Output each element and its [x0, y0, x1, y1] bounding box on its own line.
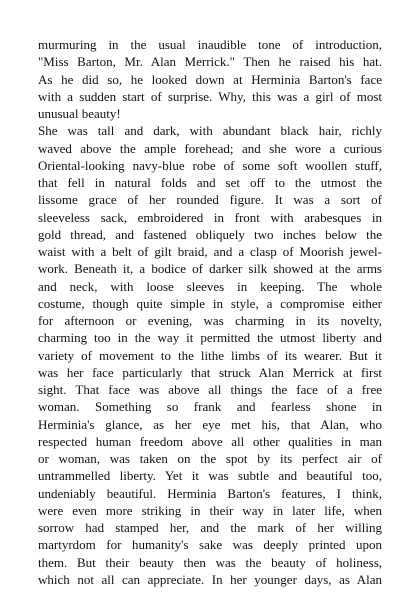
text-line: lissome grace of her rounded figure. It was a sort of: [38, 192, 382, 208]
text-line: them. But their beauty then was the beauty of holiness,: [38, 554, 382, 570]
text-line: work. Beneath it, a bodice of darker silk showed at the arms: [38, 261, 382, 277]
text-line: for afternoon or evening, was charming in its novelty,: [38, 313, 382, 328]
text-line: murmuring in the usual inaudible tone of introduction,: [38, 37, 382, 52]
text-line: "Miss Barton, Mr. Alan Merrick." Then he raised his hat.: [38, 54, 382, 70]
text-line: She was tall and dark, with abundant black hair, richly: [38, 123, 382, 139]
text-line: sight. That face was above all things the face of a free: [38, 382, 382, 397]
text-line: waved above the ample forehead; and she wore a curious: [38, 140, 382, 156]
text-line: martyrdom for humanity's sake was deeply printed upon: [38, 537, 382, 553]
text-line: sleeveless sack, embroidered in front with arabesques in: [38, 209, 382, 225]
body-text: [38, 36, 382, 588]
text-line: woman. Something so frank and fearless shone in: [38, 399, 382, 415]
text-line: gold thread, and fastened obliquely two inches below the: [38, 226, 382, 242]
text-line: respected human freedom above all other qualities in man: [38, 433, 382, 449]
text-line: or woman, was taken on the spot by its perfect air of: [38, 451, 382, 466]
text-line: which not all can appreciate. In her younger days, as Alan: [38, 571, 382, 587]
text-line: with a sudden start of surprise. Why, this was a girl of most: [38, 88, 382, 104]
text-line: unusual beauty!: [38, 106, 121, 121]
text-line: undeniably beautiful. Herminia Barton's features, I think,: [38, 485, 382, 501]
text-line: that fell in natural folds and set off to the utmost the: [38, 175, 382, 190]
text-line: As he did so, he looked down at Herminia Barton's face: [38, 71, 382, 87]
text-line: and neck, with loose sleeves in keeping. The whole: [38, 278, 382, 294]
text-line: sorrow had stamped her, and the mark of her willing: [38, 520, 382, 535]
text-line: Oriental-looking navy-blue robe of some soft woollen stuff,: [38, 157, 382, 173]
text-line: costume, though quite simple in style, a compromise either: [38, 295, 382, 311]
text-line: variety of movement to the lithe limbs of its wearer. But it: [38, 347, 382, 363]
text-line: charming too in the way it permitted the utmost liberty and: [38, 330, 382, 346]
text-line: Herminia's glance, as her eye met his, that Alan, who: [38, 416, 382, 432]
text-line: was her face particularly that struck Alan Merrick at first: [38, 364, 382, 380]
text-line: waist with a belt of gilt braid, and a clasp of Moorish jewel-: [38, 244, 382, 259]
text-line: untrammelled liberty. Yet it was subtle and beautiful too,: [38, 468, 382, 484]
text-line: were even more striking in their way in later life, when: [38, 502, 382, 518]
